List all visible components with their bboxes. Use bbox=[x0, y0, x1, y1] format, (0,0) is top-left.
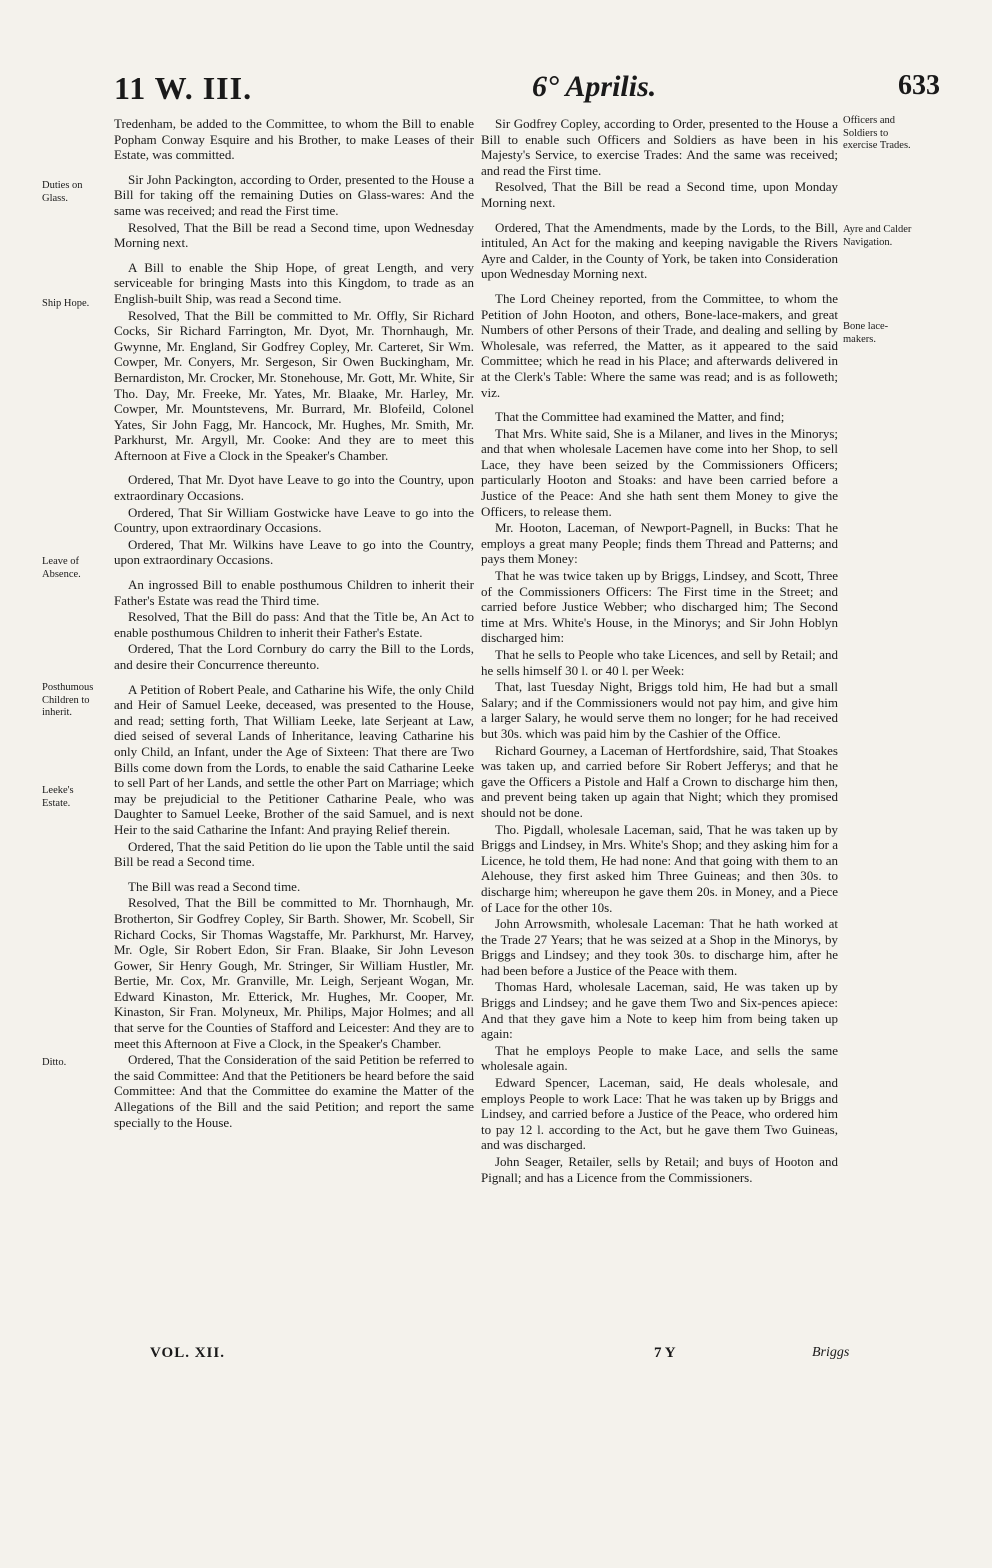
entry-paragraph: Resolved, That the Bill be read a Second time, upon Monday Morning next. bbox=[481, 179, 838, 210]
entry-paragraph: That, last Tuesday Night, Briggs told him, He had but a small Salary; and if the Commissioners would not pay him, and give him a larger Salary, he would serve them no longer; for he had received but 30s. which was paid him by the Cashier of the Office. bbox=[481, 679, 838, 741]
entry-paragraph: Resolved, That the Bill do pass: And that the Title be, An Act to enable posthumous Children to inherit their Father's Estate. bbox=[114, 609, 474, 640]
entry-paragraph: That he employs People to make Lace, and sells the same wholesale again. bbox=[481, 1042, 838, 1074]
entry-block bbox=[114, 260, 474, 464]
entry-block bbox=[114, 577, 474, 673]
entry-paragraph: Ordered, That the Lord Cornbury do carry the Bill to the Lords, and desire their Concurrence thereunto. bbox=[114, 641, 474, 672]
entry-paragraph: An ingrossed Bill to enable posthumous Children to inherit their Father's Estate was read the Third time. bbox=[114, 577, 474, 608]
entry-paragraph: Thomas Hard, wholesale Laceman, said, He was taken up by Briggs and Lindsey; and he gave them Two and Six-pences apiece: And that they gave him a Note to keep him from being taken up again: bbox=[481, 979, 838, 1042]
entry-paragraph: Sir John Packington, according to Order, presented to the House a Bill for taking off the remaining Duties on Glass-wares: And the same was received; and read the First time. bbox=[114, 171, 474, 218]
entry-paragraph: Sir Godfrey Copley, according to Order, presented to the House a Bill to enable such Officers and Soldiers as have been in his Majesty's Service, to exercise Trades: And the same was received; and read the First time. bbox=[481, 116, 838, 178]
entry-paragraph: Tredenham, be added to the Committee, to whom the Bill to enable Popham Conway Esquire and his Brother, to make Leases of their Estate, was committed. bbox=[114, 116, 474, 163]
entry-block bbox=[481, 291, 838, 400]
entry-paragraph: Ordered, That Mr. Wilkins have Leave to go into the Country, upon extraordinary Occasions. bbox=[114, 536, 474, 568]
margin-note: Posthumous Children to inherit. bbox=[42, 682, 94, 718]
page-date: 6° Aprilis. bbox=[532, 70, 657, 103]
entry-paragraph: That he sells to People who take Licences, and sell by Retail; and he sells himself 30 l. or 40 l. per Week: bbox=[481, 647, 838, 678]
regnal-year: 11 W. III. bbox=[114, 70, 253, 106]
entry-paragraph: Ordered, That the Consideration of the said Petition be referred to the said Committee: And that the Petitioners be heard before the said Committee: And that the Committee do examine the Matter of the Allegations of the Bill and the said Petition; and report the same specially to the House. bbox=[114, 1052, 474, 1130]
margin-note: Officers and Soldiers to exercise Trades. bbox=[843, 115, 911, 151]
margin-note: Bone lace-makers. bbox=[843, 321, 889, 345]
entry-block bbox=[114, 682, 474, 870]
page-number: 633 bbox=[898, 70, 940, 101]
entry-paragraph: The Lord Cheiney reported, from the Committee, to whom the Petition of John Hooton, and others, Bone-lace-makers, and great Numbers of other Persons of their Trade, and dealing and selling by Wholesale, was referred, the Matter, as it appeared to the said Committee; which he read in his Place; and afterwards delivered in at the Clerk's Table: Where the same was read; and is as followeth; viz. bbox=[481, 290, 838, 400]
entry-paragraph: Resolved, That the Bill be committed to Mr. Offly, Sir Richard Cocks, Sir Richard Farrington, Mr. Dyot, Mr. Thornhaugh, Mr. Gwynne, Mr. England, Sir Godfrey Copley, Mr. Carteret, Sir Wm. Cowper, Mr. Conyers, Mr. Sergeson, Sir Owen Buckingham, Mr. Bernardiston, Mr. Crocker, Mr. Stonehouse, Mr. Gott, Mr. White, Sir Tho. Day, Mr. Freeke, Mr. Yates, Mr. Blaake, Mr. Harley, Mr. Cowper, Mr. Mountstevens, Mr. Burrard, Mr. Blofeild, Colonel Yates, Sir John Fagg, Mr. Hancock, Mr. Hughes, Mr. Smith, Mr. Parkhurst, Mr. Argyll, Mr. Cooke: And they are to meet this Afternoon at Five a Clock in the Speaker's Chamber. bbox=[114, 307, 474, 463]
margin-note: Duties on Glass. bbox=[42, 180, 83, 204]
entry-paragraph: Ordered, That the said Petition do lie upon the Table until the said Bill be read a Second time. bbox=[114, 838, 474, 870]
entry-paragraph: That he was twice taken up by Briggs, Lindsey, and Scott, Three of the Commissioners Officers: The First time in the Street; and carried before Justice Webber; who discharged him; The Second time at Mrs. White's House, in the Minorys; and Sir John Hoblyn discharged him: bbox=[481, 568, 838, 646]
margin-note: Leeke's Estate. bbox=[42, 785, 74, 809]
entry-paragraph: Ordered, That Sir William Gostwicke have Leave to go into the Country, upon extraordinary Occasions. bbox=[114, 504, 474, 536]
entry-paragraph: That Mrs. White said, She is a Milaner, and lives in the Minorys; and that when wholesale Lacemen have come into her Shop, to sell Lace, they have been seized by the Commissioners Officers; particularly Hooton and Stoaks: and have been carried before a Justice of the Peace: And she hath sent them Money to give the Officers, to release them. bbox=[481, 425, 838, 519]
volume-label: VOL. XII. bbox=[150, 1345, 225, 1361]
entry-paragraph: Tho. Pigdall, wholesale Laceman, said, That he was taken up by Briggs and Lindsey, in Mrs. White's Shop; and they asking him for a Licence, he told them, He had none: And that going with them to an Alehouse, they first asked him Three Guineas; and then 30s. to discharge him; whereupon he gave them 20s. in Money, and a Piece of Lace for the other 10s. bbox=[481, 821, 838, 915]
entry-paragraph: Ordered, That the Amendments, made by the Lords, to the Bill, intituled, An Act for the making and keeping navigable the Rivers Ayre and Calder, in the County of York, be taken into Consideration upon Wednesday Morning next. bbox=[481, 219, 838, 282]
entry-block bbox=[114, 116, 474, 163]
entry-paragraph: John Arrowsmith, wholesale Laceman: That he hath worked at the Trade 27 Years; that he was seized at a Shop in the Minorys, by Briggs and Lindsey; and they took 30s. to discharge him, after he had been before a Justice of the Peace with them. bbox=[481, 916, 838, 978]
entry-paragraph: John Seager, Retailer, sells by Retail; and buys of Hooton and Pignall; and has a Licence from the Commissioners. bbox=[481, 1154, 838, 1185]
entry-paragraph: A Petition of Robert Peale, and Catharine his Wife, the only Child and Heir of Samuel Leeke, deceased, was presented to the House, and read; setting forth, That William Leeke, late Serjeant at Law, died seised of several Lands of Inheritance, leaving Catharine his only Child, an Infant, under the Age of Sixteen: That there are Two Bills come down from the Lords, to enable the said Catharine Leeke to sell Part of her Lands, and settle the other Part on Marriage; which may be prejudicial to the Petitioner Catharine Peale, who was Daughter to Samuel Leeke, Brother of the said Samuel, and is next Heir to the said Catharine the Infant: And praying Relief therein. bbox=[114, 681, 474, 837]
entry-paragraph: Mr. Hooton, Laceman, of Newport-Pagnell, in Bucks: That he employs a great many People; finds them Thread and Patterns; and pays them Money: bbox=[481, 520, 838, 567]
margin-note: Ditto. bbox=[42, 1057, 67, 1068]
margin-note: Ayre and Calder Navigation. bbox=[843, 224, 912, 248]
entry-paragraph: Resolved, That the Bill be read a Second time, upon Wednesday Morning next. bbox=[114, 219, 474, 251]
right-column bbox=[481, 116, 838, 1185]
catchword: Briggs bbox=[812, 1345, 850, 1360]
left-column bbox=[114, 116, 474, 1130]
entry-paragraph: Ordered, That Mr. Dyot have Leave to go into the Country, upon extraordinary Occasions. bbox=[114, 472, 474, 504]
entry-block bbox=[481, 409, 838, 1185]
entry-paragraph: The Bill was read a Second time. bbox=[128, 878, 301, 894]
entry-paragraph: A Bill to enable the Ship Hope, of great Length, and very serviceable for bringing Masts into this Kingdom, to trade as an English-built Ship, was read a Second time. bbox=[114, 259, 474, 306]
entry-paragraph: That the Committee had examined the Matter, and find; bbox=[495, 409, 785, 425]
entry-block bbox=[114, 472, 474, 568]
signature-mark: 7 Y bbox=[654, 1345, 676, 1361]
entry-block bbox=[481, 220, 838, 282]
margin-note: Leave of Absence. bbox=[42, 556, 81, 580]
margin-note: Ship Hope. bbox=[42, 298, 90, 309]
entry-block bbox=[114, 172, 474, 251]
entry-paragraph: Resolved, That the Bill be committed to Mr. Thornhaugh, Mr. Brotherton, Sir Godfrey Copley, Sir Barth. Shower, Mr. Scobell, Sir Richard Cocks, Sir Thomas Wagstaffe, Mr. Parkhurst, Mr. Harvey, Mr. Ogle, Sir Robert Edon, Sir Fran. Blaake, Sir John Leveson Gower, Sir Henry Gough, Mr. Stringer, Sir William Hustler, Mr. Bertie, Mr. Cox, Mr. Granville, Mr. Leigh, Serjeant Wogan, Mr. Edward Kinaston, Mr. Etterick, Mr. Hughes, Mr. Cooper, Mr. Kinaston, Sir Fran. Molyneux, Mr. Philips, Major Holmes; and all that serve for the Counties of Stafford and Leicester: And they are to meet this Afternoon at Five a Clock, in the Speaker's Chamber. bbox=[114, 895, 474, 1051]
entry-block bbox=[481, 116, 838, 211]
page-header bbox=[110, 70, 950, 116]
entry-block bbox=[114, 879, 474, 1131]
entry-paragraph: Edward Spencer, Laceman, said, He deals wholesale, and employs People to work Lace: That he was taken up by Briggs and Lindsey, and carried before a Justice of the Peace, who ordered him to pay 12 l. according to the Act, but he gave them Two Guineas, and was discharged. bbox=[481, 1075, 838, 1153]
entry-paragraph: Richard Gourney, a Laceman of Hertfordshire, said, That Stoakes was taken up, and carried before Sir Robert Jefferys; and that he gave the Officers a Pistole and Half a Crown to discharge him then, and prevent being taken up again that Night; which they promised should not be done. bbox=[481, 742, 838, 820]
